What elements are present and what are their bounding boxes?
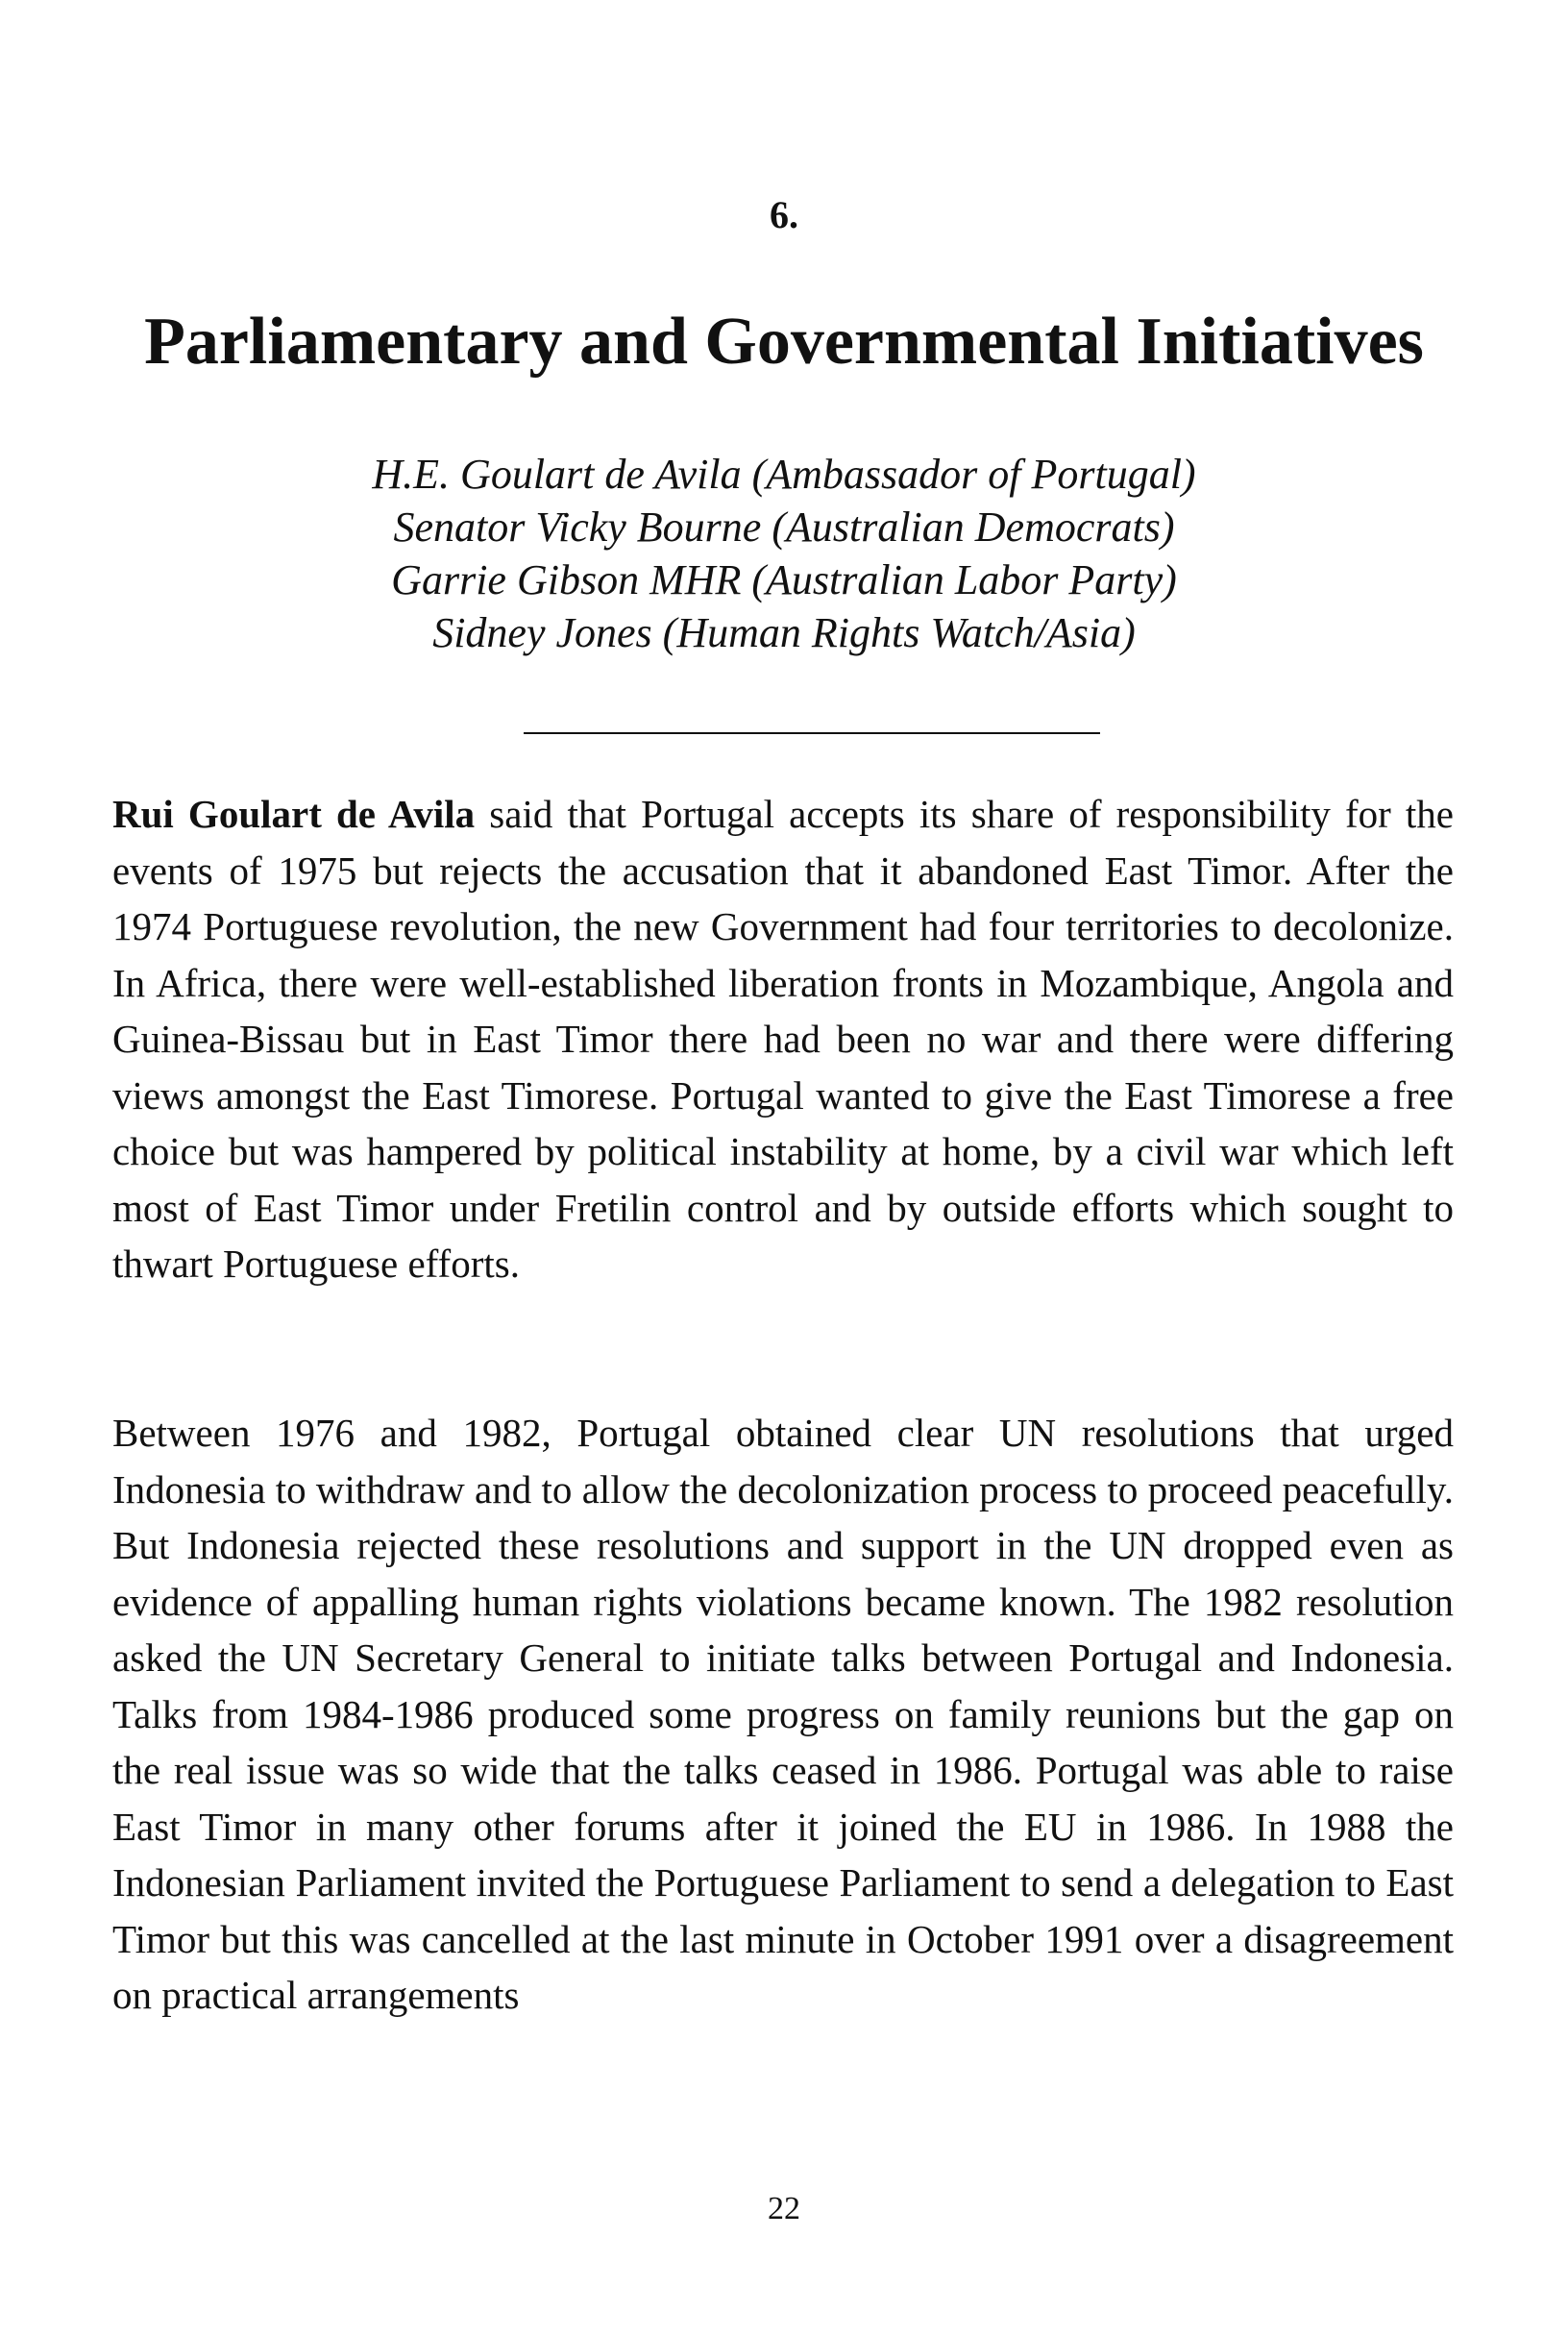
speaker-line: H.E. Goulart de Avila (Ambassador of Portugal) <box>372 451 1196 498</box>
speaker-line: Senator Vicky Bourne (Australian Democrats) <box>393 504 1175 551</box>
page-number: 22 <box>768 2191 800 2226</box>
speaker-list <box>0 448 1568 659</box>
chapter-number: 6. <box>770 193 798 236</box>
paragraph-text: said that Portugal accepts its share of responsibility for the events of 1975 but rejects the accusation that it abandoned East Timor. After the 1974 Portuguese revolution, the new Government had four territories to decolonize. In Africa, there were well-established liberation fronts in Mozambique, Angola and Guinea-Bissau but in East Timor there had been no war and there were differing views amongst the East Timorese. Portugal wanted to give the East Timorese a free choice but was hampered by political instability at home, by a civil war which left most of East Timor under Fretilin control and by outside efforts which sought to thwart Portuguese efforts. <box>112 792 1454 1286</box>
chapter-title: Parliamentary and Governmental Initiatives <box>144 305 1424 379</box>
body-paragraph: Between 1976 and 1982, Portugal obtained clear UN resolutions that urged Indonesia to withdraw and to allow the decolonization process to proceed peacefully. But Indonesia rejected these resolutions and support in the UN dropped even as evidence of appalling human rights violations became known. The 1982 resolution asked the UN Secretary General to initiate talks between Portugal and Indonesia. Talks from 1984-1986 produced some progress on family reunions but the gap on the real issue was so wide that the talks ceased in 1986. Portugal was able to raise East Timor in many other forums after it joined the EU in 1986. In 1988 the Indonesian Parliament invited the Portuguese Parliament to send a delegation to East Timor but this was cancelled at the last minute in October 1991 over a disagreement on practical arrangements <box>112 1411 1454 2017</box>
speaker-line: Garrie Gibson MHR (Australian Labor Party) <box>391 556 1177 603</box>
section-divider <box>524 732 1100 734</box>
speaker-line: Sidney Jones (Human Rights Watch/Asia) <box>432 609 1136 656</box>
body-paragraph <box>112 786 1454 1292</box>
speaker-name: Rui Goulart de Avila <box>112 792 476 836</box>
